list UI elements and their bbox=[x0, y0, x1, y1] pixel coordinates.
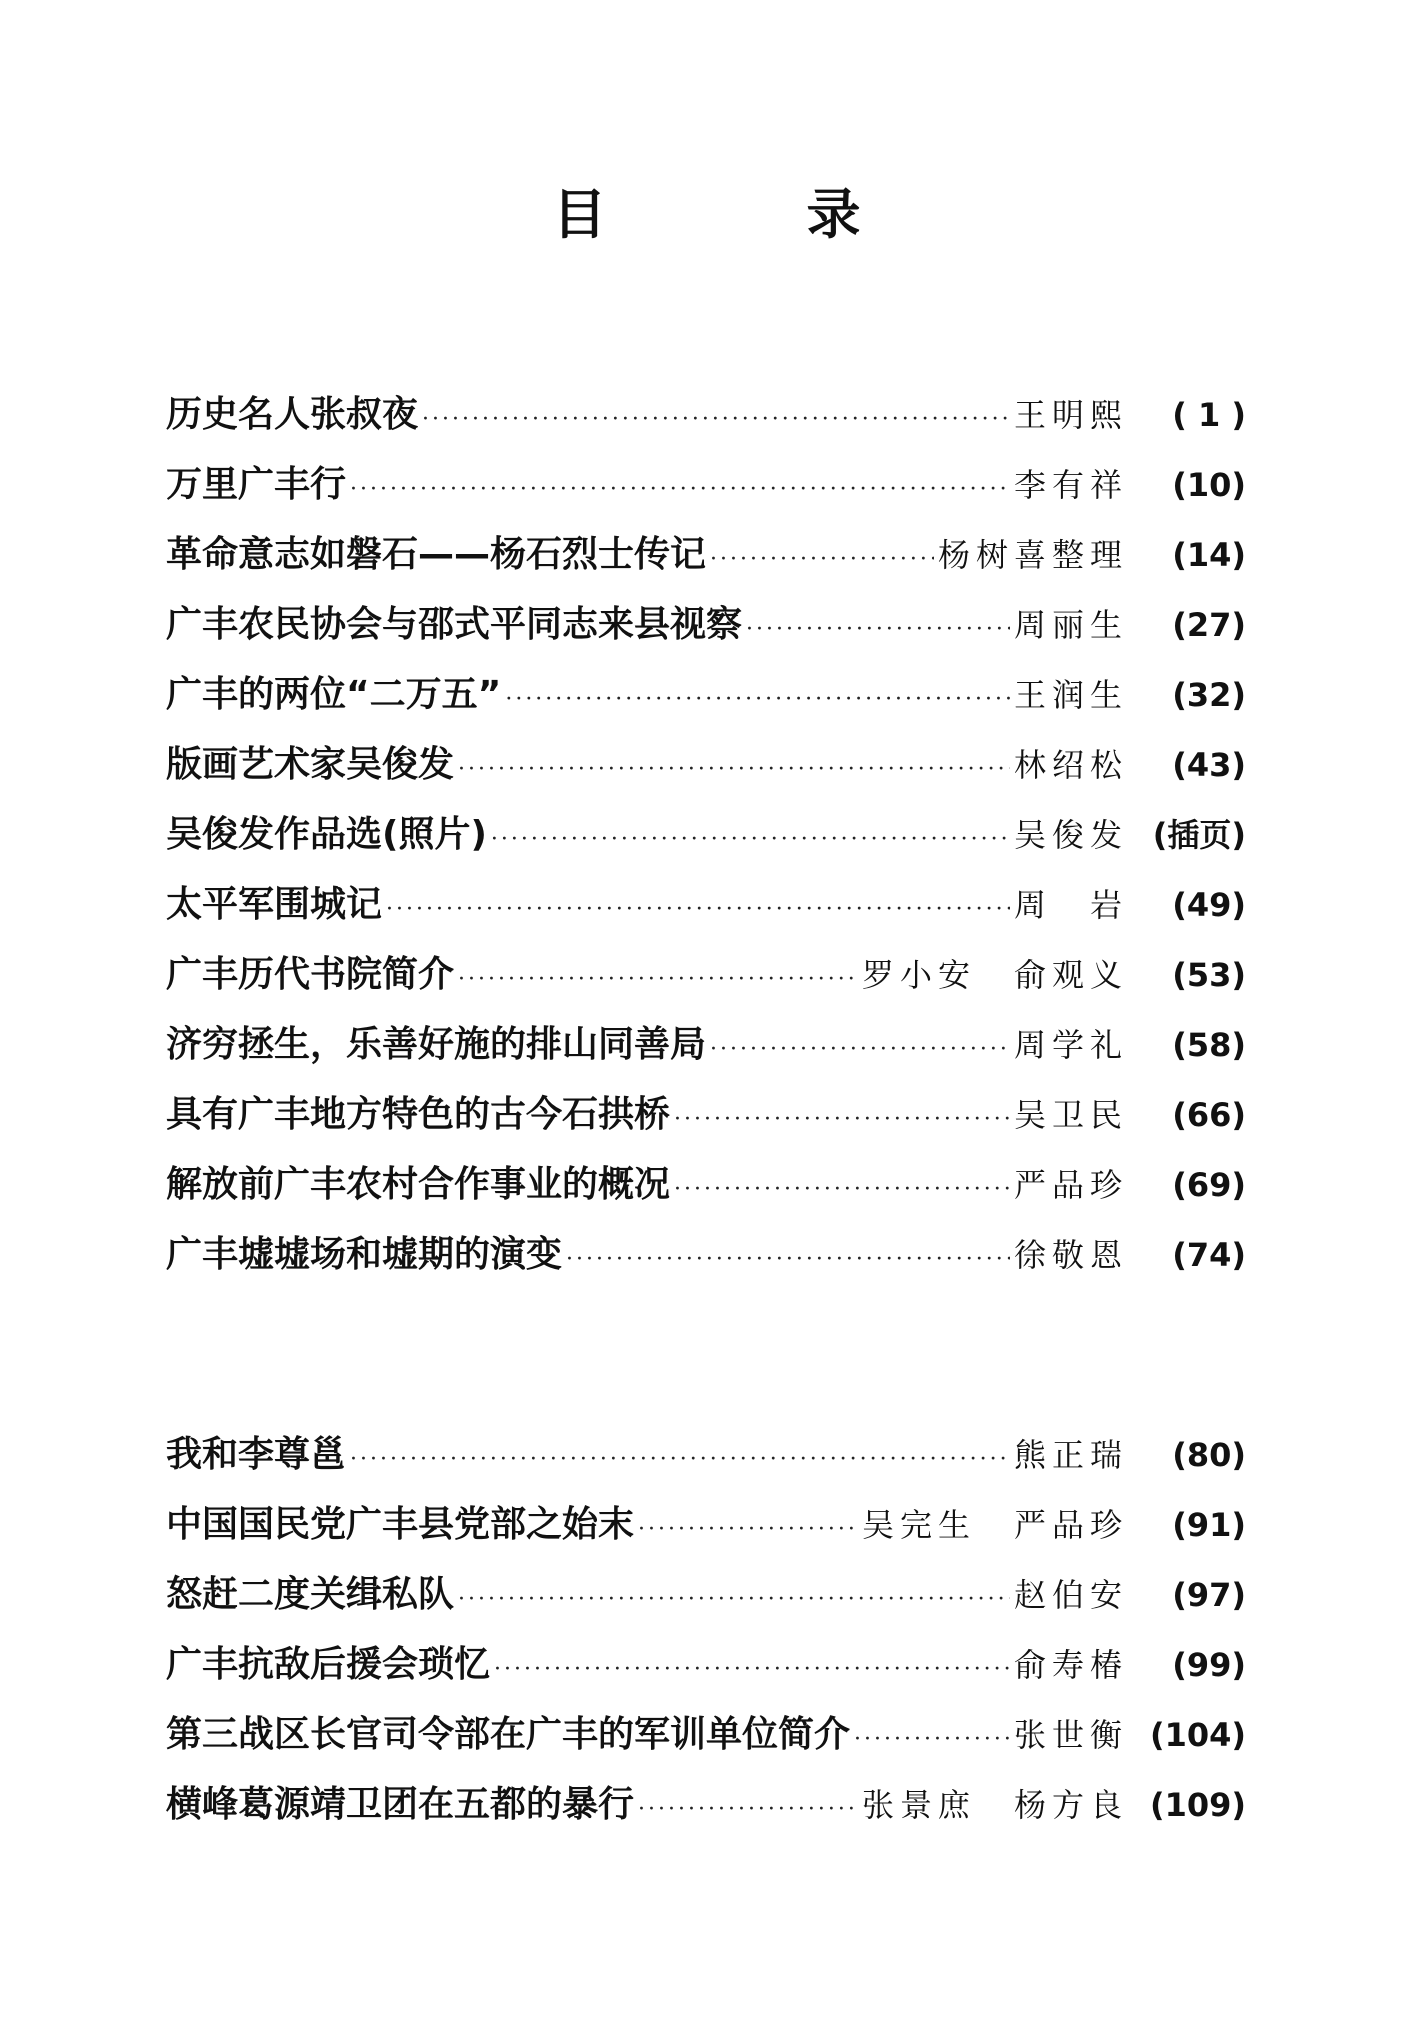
toc-leader-dots bbox=[505, 665, 1010, 735]
toc-leader-dots bbox=[458, 735, 1010, 805]
toc-leader-dots bbox=[458, 945, 858, 1015]
toc-entry-author: 李有祥 bbox=[1013, 466, 1128, 504]
toc-entry bbox=[166, 940, 1246, 1010]
toc-entry-author: 吴卫民 bbox=[1013, 1096, 1128, 1134]
toc-leader-dots bbox=[674, 1085, 1010, 1155]
toc-entry-author: 杨树喜整理 bbox=[937, 536, 1128, 574]
toc-entry-page: (109) bbox=[1149, 1786, 1246, 1824]
toc-entry-author: 严品珍 bbox=[1013, 1166, 1128, 1204]
toc-entry-page: (99) bbox=[1172, 1646, 1246, 1684]
toc-entry bbox=[166, 1080, 1246, 1150]
toc-entry-page: (32) bbox=[1172, 676, 1246, 714]
toc-entry-title: 历史名人张叔夜 bbox=[166, 394, 419, 435]
toc-entry bbox=[166, 800, 1246, 870]
toc-entry-author: 俞寿椿 bbox=[1013, 1646, 1128, 1684]
toc-leader-dots bbox=[854, 1705, 1010, 1775]
toc-group-1 bbox=[166, 380, 1246, 1290]
toc-entry-page: ( 1 ) bbox=[1172, 396, 1246, 434]
toc-entry-page: (74) bbox=[1172, 1236, 1246, 1274]
toc-leader-dots bbox=[638, 1495, 858, 1565]
toc-entry-title: 革命意志如磐石——杨石烈士传记 bbox=[166, 534, 707, 575]
toc-entry-author: 徐敬恩 bbox=[1013, 1236, 1128, 1274]
toc-entry-title: 广丰的两位“二万五” bbox=[166, 674, 502, 715]
toc-entry bbox=[166, 1010, 1246, 1080]
toc-leader-dots bbox=[491, 805, 1010, 875]
title-char-2: 录 bbox=[806, 183, 861, 246]
toc-entry bbox=[166, 1490, 1246, 1560]
toc-entry-author: 周丽生 bbox=[1013, 606, 1128, 644]
toc-entry-page: (27) bbox=[1172, 606, 1246, 644]
toc-entry-page: (91) bbox=[1172, 1506, 1246, 1544]
toc-entry-page: (49) bbox=[1172, 886, 1246, 924]
toc-entry-title: 广丰农民协会与邵式平同志来县视察 bbox=[166, 604, 743, 645]
toc-leader-dots bbox=[458, 1565, 1010, 1635]
toc-entry-author: 周学礼 bbox=[1013, 1026, 1128, 1064]
toc-entry-page: (53) bbox=[1172, 956, 1246, 994]
toc-entry-title: 广丰墟墟场和墟期的演变 bbox=[166, 1234, 563, 1275]
toc-entry-author: 吴俊发 bbox=[1013, 816, 1128, 854]
toc-entry-title: 广丰抗敌后援会琐忆 bbox=[166, 1644, 491, 1685]
toc-entry bbox=[166, 870, 1246, 940]
toc-entry-author: 张世衡 bbox=[1013, 1716, 1128, 1754]
toc-entry-page: (80) bbox=[1172, 1436, 1246, 1474]
toc-entry-author: 熊正瑞 bbox=[1013, 1436, 1128, 1474]
toc-entry-title: 济穷拯生，乐善好施的排山同善局 bbox=[166, 1024, 707, 1065]
toc-entry-author: 王润生 bbox=[1013, 676, 1128, 714]
toc-entry-title: 横峰葛源靖卫团在五都的暴行 bbox=[166, 1784, 635, 1825]
toc-entry bbox=[166, 450, 1246, 520]
toc-entry-author: 吴完生 严品珍 bbox=[861, 1506, 1128, 1544]
toc-entry-title: 第三战区长官司令部在广丰的军训单位简介 bbox=[166, 1714, 851, 1755]
toc-entry bbox=[166, 1630, 1246, 1700]
toc-entry-page: (14) bbox=[1172, 536, 1246, 574]
toc-entry bbox=[166, 520, 1246, 590]
toc-leader-dots bbox=[422, 385, 1010, 455]
toc-entry-title: 太平军围城记 bbox=[166, 884, 383, 925]
toc-entry-page: (97) bbox=[1172, 1576, 1246, 1614]
toc-entry bbox=[166, 380, 1246, 450]
page-title bbox=[0, 172, 1413, 249]
toc-entry-page: (插页) bbox=[1152, 816, 1246, 854]
toc-entry-title: 广丰历代书院简介 bbox=[166, 954, 455, 995]
toc-entry bbox=[166, 1420, 1246, 1490]
toc-entry-title: 我和李尊邕 bbox=[166, 1434, 347, 1475]
toc-entry-author: 周 岩 bbox=[1013, 886, 1128, 924]
toc-entry bbox=[166, 730, 1246, 800]
toc-entry-page: (58) bbox=[1172, 1026, 1246, 1064]
toc-entry-author: 王明熙 bbox=[1013, 396, 1128, 434]
toc-entry bbox=[166, 1150, 1246, 1220]
toc-group-2 bbox=[166, 1420, 1246, 1840]
toc-entry-title: 吴俊发作品选(照片) bbox=[166, 814, 487, 855]
toc-entry-author: 罗小安 俞观义 bbox=[861, 956, 1128, 994]
toc-leader-dots bbox=[566, 1225, 1010, 1295]
toc-entry bbox=[166, 1220, 1246, 1290]
toc-entry-page: (10) bbox=[1172, 466, 1246, 504]
toc-entry-page: (66) bbox=[1172, 1096, 1246, 1134]
toc-leader-dots bbox=[350, 1425, 1010, 1495]
toc-leader-dots bbox=[386, 875, 1010, 945]
toc-entry bbox=[166, 1560, 1246, 1630]
toc-entry-title: 具有广丰地方特色的古今石拱桥 bbox=[166, 1094, 671, 1135]
toc-entry-title: 中国国民党广丰县党部之始末 bbox=[166, 1504, 635, 1545]
toc-entry bbox=[166, 1700, 1246, 1770]
toc-entry-page: (104) bbox=[1149, 1716, 1246, 1754]
toc-entry-page: (69) bbox=[1172, 1166, 1246, 1204]
toc-entry bbox=[166, 590, 1246, 660]
title-char-1: 目 bbox=[552, 183, 607, 246]
toc-leader-dots bbox=[494, 1635, 1010, 1705]
toc-entry-title: 怒赶二度关缉私队 bbox=[166, 1574, 455, 1615]
toc-entry bbox=[166, 660, 1246, 730]
toc-leader-dots bbox=[710, 1015, 1010, 1085]
toc-leader-dots bbox=[674, 1155, 1010, 1225]
toc-entry-author: 林绍松 bbox=[1013, 746, 1128, 784]
toc-entry bbox=[166, 1770, 1246, 1840]
toc-leader-dots bbox=[710, 525, 934, 595]
toc-leader-dots bbox=[746, 595, 1010, 665]
toc-entry-title: 版画艺术家吴俊发 bbox=[166, 744, 455, 785]
toc-entry-title: 解放前广丰农村合作事业的概况 bbox=[166, 1164, 671, 1205]
toc-entry-author: 赵伯安 bbox=[1013, 1576, 1128, 1614]
toc-entry-page: (43) bbox=[1172, 746, 1246, 784]
toc-leader-dots bbox=[638, 1775, 858, 1845]
toc-entry-title: 万里广丰行 bbox=[166, 464, 347, 505]
toc-leader-dots bbox=[350, 455, 1010, 525]
toc-entry-author: 张景庶 杨方良 bbox=[861, 1786, 1128, 1824]
